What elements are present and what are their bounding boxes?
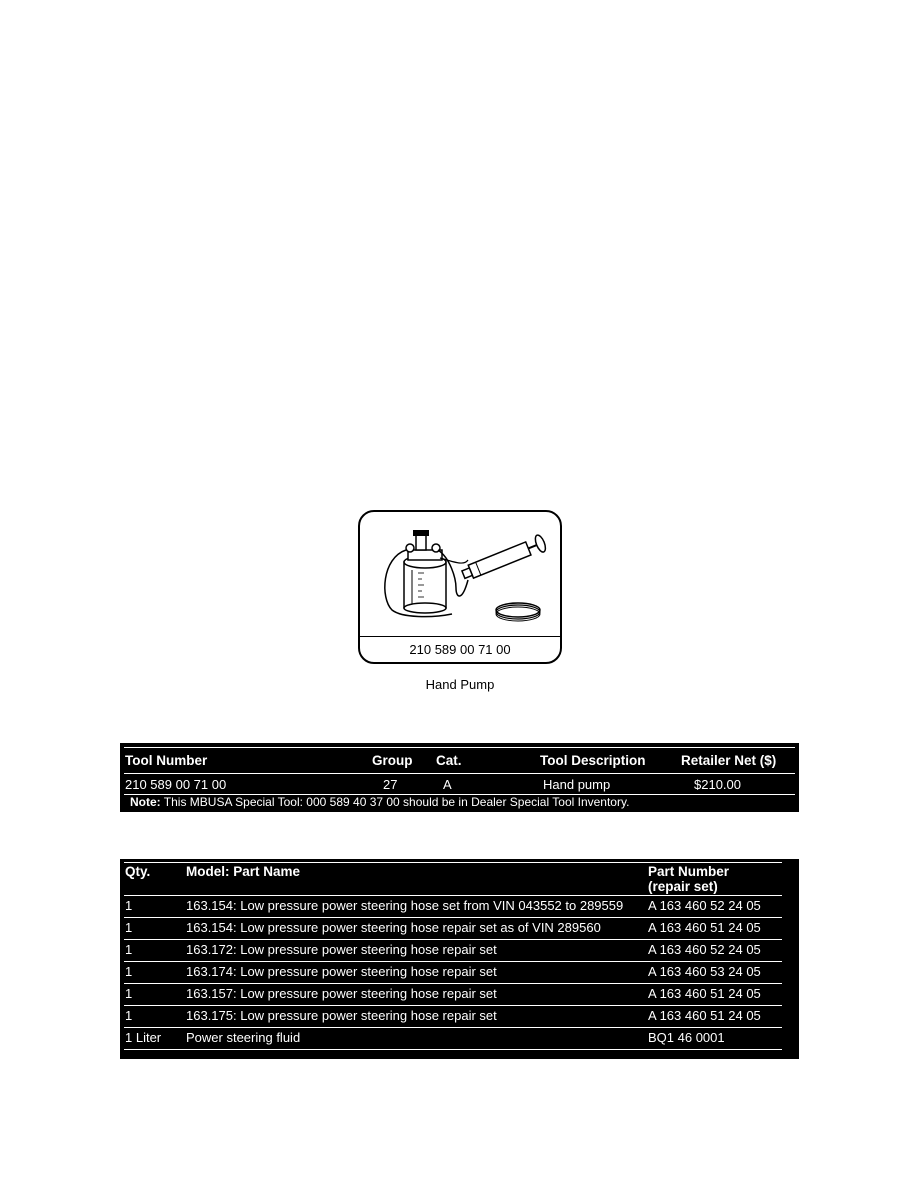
- figure-divider: [360, 636, 560, 637]
- row-part-name: 163.154: Low pressure power steering hose repair set as of VIN 289560: [186, 920, 601, 935]
- cell-group: 27: [383, 777, 398, 792]
- header-part-name: Model: Part Name: [186, 864, 301, 879]
- table-row: [124, 983, 782, 1006]
- row-part-number: A 163 460 51 24 05: [648, 1008, 761, 1023]
- parts-table-bottom-rule: [124, 1049, 782, 1050]
- row-part-number: A 163 460 51 24 05: [648, 920, 761, 935]
- row-qty: 1: [125, 1008, 133, 1023]
- parts-table: [120, 859, 799, 1059]
- figure-tool-number: 210 589 00 71 00: [409, 642, 511, 657]
- table-row: [124, 1027, 782, 1050]
- table-top-rule: [124, 747, 795, 748]
- note-label: Note:: [130, 795, 161, 809]
- cell-cat: A: [443, 777, 452, 792]
- table-header-rule: [124, 773, 795, 774]
- header-group: Group: [372, 753, 413, 768]
- cell-retailer-net: $210.00: [694, 777, 741, 792]
- row-part-name: Power steering fluid: [186, 1030, 301, 1045]
- row-part-number: A 163 460 51 24 05: [648, 986, 761, 1001]
- row-qty: 1: [125, 898, 133, 913]
- row-part-name: 163.174: Low pressure power steering hose repair set: [186, 964, 497, 979]
- row-qty: 1: [125, 942, 133, 957]
- header-part-number-line1: Part Number: [648, 864, 730, 879]
- cell-tool-description: Hand pump: [543, 777, 611, 792]
- row-qty: 1: [125, 964, 133, 979]
- header-qty: Qty.: [125, 864, 151, 879]
- table-row: [124, 1005, 782, 1028]
- row-part-number: A 163 460 52 24 05: [648, 942, 761, 957]
- row-part-number: A 163 460 53 24 05: [648, 964, 761, 979]
- row-part-name: 163.157: Low pressure power steering hose repair set: [186, 986, 497, 1001]
- figure-caption: Hand Pump: [425, 677, 495, 692]
- tool-table: [120, 743, 799, 812]
- row-qty: 1: [125, 920, 133, 935]
- hand-pump-illustration: [372, 518, 550, 634]
- header-retailer-net: Retailer Net ($): [681, 753, 777, 768]
- header-part-number: [648, 864, 729, 894]
- row-qty: 1 Liter: [125, 1030, 162, 1045]
- header-cat: Cat.: [436, 753, 462, 768]
- note-text: This MBUSA Special Tool: 000 589 40 37 00 should be in Dealer Special Tool Inventory.: [163, 795, 630, 809]
- table-row: [124, 895, 782, 918]
- table-row: [124, 939, 782, 962]
- row-qty: 1: [125, 986, 133, 1001]
- table-row: [124, 917, 782, 940]
- tool-note: [130, 795, 629, 809]
- tool-figure: [358, 510, 562, 664]
- row-part-number: BQ1 46 0001: [648, 1030, 725, 1045]
- row-part-name: 163.175: Low pressure power steering hose repair set: [186, 1008, 497, 1023]
- header-tool-description: Tool Description: [540, 753, 646, 768]
- header-part-number-line2: (repair set): [648, 879, 718, 894]
- row-part-name: 163.172: Low pressure power steering hose repair set: [186, 942, 497, 957]
- header-tool-number: Tool Number: [125, 753, 208, 768]
- row-part-name: 163.154: Low pressure power steering hose set from VIN 043552 to 289559: [186, 898, 624, 913]
- row-part-number: A 163 460 52 24 05: [648, 898, 761, 913]
- table-row: [124, 961, 782, 984]
- parts-table-top-rule: [124, 862, 782, 863]
- cell-tool-number: 210 589 00 71 00: [125, 777, 227, 792]
